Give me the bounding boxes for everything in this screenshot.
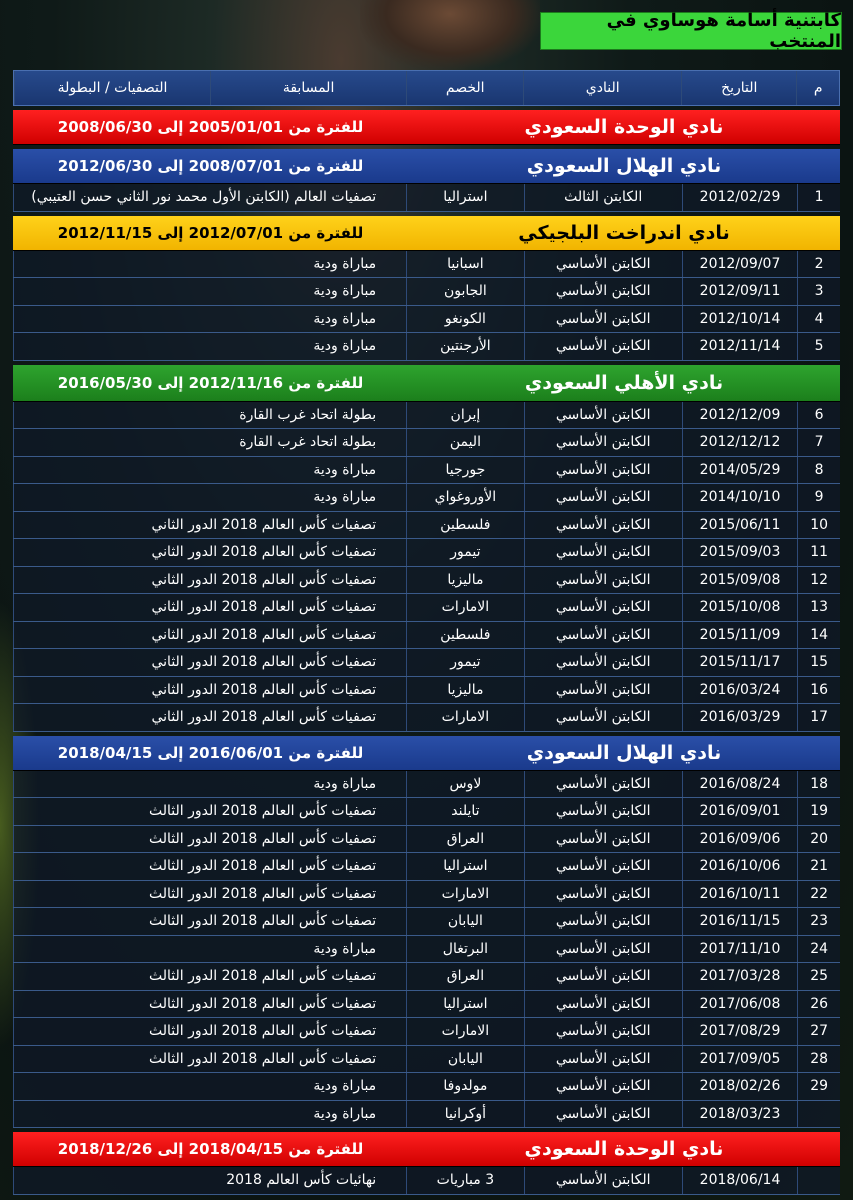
row-competition: مباراة ودية [13,936,406,963]
row-competition: تصفيات كأس العالم 2018 الدور الثاني [13,649,406,676]
row-date: 2017/08/29 [682,1018,797,1045]
row-date: 2012/09/07 [682,251,797,278]
section-club-name: نادي اندراخت البلجيكي [518,221,730,244]
row-competition: مباراة ودية [13,771,406,798]
table-row [13,1167,840,1195]
row-date: 2012/02/29 [682,184,797,211]
row-opponent: لاوس [406,771,523,798]
row-captain-role: الكابتن الأساسي [524,622,682,649]
row-num: 24 [797,936,840,963]
row-num: 27 [797,1018,840,1045]
section-period: للفترة من 2012/11/16 إلى 2016/05/30 [57,373,364,392]
row-competition: تصفيات كأس العالم 2018 الدور الثاني [13,704,406,731]
page-title: كابتنية أسامة هوساوي في المنتخب [540,12,842,50]
row-date: 2014/05/29 [682,457,797,484]
section-header [13,1132,840,1167]
table-row [13,963,840,991]
row-captain-role: الكابتن الأساسي [524,1101,682,1128]
row-num: 13 [797,594,840,621]
row-captain-role: الكابتن الأساسي [524,704,682,731]
row-opponent: الجابون [406,278,523,305]
row-competition: مباراة ودية [13,306,406,333]
row-competition: تصفيات كأس العالم 2018 الدور الثالث [13,853,406,880]
row-opponent: الامارات [406,594,523,621]
row-competition: مباراة ودية [13,457,406,484]
row-num: 9 [797,484,840,511]
row-date: 2015/06/11 [682,512,797,539]
row-date: 2012/12/09 [682,402,797,429]
row-competition: مباراة ودية [13,1073,406,1100]
section-club-name: نادي الهلال السعودي [526,741,722,764]
row-captain-role: الكابتن الأساسي [524,881,682,908]
row-competition: مباراة ودية [13,278,406,305]
table-row [13,677,840,705]
section-period: للفترة من 2012/07/01 إلى 2012/11/15 [57,223,364,242]
header-qualifier: التصفيات / البطولة [14,71,210,105]
row-date: 2015/11/09 [682,622,797,649]
row-date: 2016/10/06 [682,853,797,880]
captaincy-table [13,70,840,1195]
row-num: 1 [797,184,840,211]
row-num: 2 [797,251,840,278]
row-competition: تصفيات كأس العالم 2018 الدور الثالث [13,826,406,853]
section-club-name: نادي الوحدة السعودي [524,1138,724,1160]
row-date: 2016/09/06 [682,826,797,853]
table-row [13,429,840,457]
table-row [13,649,840,677]
section-header [13,365,840,402]
header-competition-group [14,71,406,105]
row-captain-role: الكابتن الأساسي [524,798,682,825]
row-opponent: 3 مباريات [406,1167,523,1194]
row-num: 22 [797,881,840,908]
row-captain-role: الكابتن الأساسي [524,1073,682,1100]
row-captain-role: الكابتن الأساسي [524,306,682,333]
row-date: 2012/10/14 [682,306,797,333]
row-opponent: الأوروغواي [406,484,523,511]
table-row [13,622,840,650]
row-competition: تصفيات كأس العالم 2018 الدور الثالث [13,908,406,935]
row-date: 2016/11/15 [682,908,797,935]
row-opponent: تايلند [406,798,523,825]
row-captain-role: الكابتن الأساسي [524,963,682,990]
row-num: 25 [797,963,840,990]
row-competition: مباراة ودية [13,1101,406,1128]
row-competition: مباراة ودية [13,484,406,511]
section-period: للفترة من 2005/01/01 إلى 2008/06/30 [57,118,364,136]
row-date: 2012/09/11 [682,278,797,305]
row-opponent: البرتغال [406,936,523,963]
section-header [13,149,840,184]
row-opponent: الأرجنتين [406,333,523,360]
row-opponent: اليمن [406,429,523,456]
section-period: للفترة من 2008/07/01 إلى 2012/06/30 [57,157,364,175]
row-captain-role: الكابتن الأساسي [524,826,682,853]
row-opponent: الامارات [406,704,523,731]
table-row [13,594,840,622]
row-competition: تصفيات كأس العالم 2018 الدور الثالث [13,963,406,990]
row-captain-role: الكابتن الأساسي [524,649,682,676]
row-date: 2015/09/03 [682,539,797,566]
table-row [13,908,840,936]
row-num: 17 [797,704,840,731]
row-competition: تصفيات كأس العالم 2018 الدور الثاني [13,622,406,649]
row-date: 2017/03/28 [682,963,797,990]
row-captain-role: الكابتن الأساسي [524,1018,682,1045]
section-period: للفترة من 2016/06/01 إلى 2018/04/15 [57,743,364,762]
row-num: 4 [797,306,840,333]
row-opponent: اليابان [406,1046,523,1073]
table-row [13,1046,840,1074]
row-date: 2016/08/24 [682,771,797,798]
row-competition: بطولة اتحاد غرب القارة [13,429,406,456]
table-row [13,1073,840,1101]
row-num [797,1101,840,1128]
row-competition: تصفيات كأس العالم 2018 الدور الثاني [13,594,406,621]
table-row [13,1101,840,1129]
section-period: للفترة من 2018/04/15 إلى 2018/12/26 [57,1140,364,1158]
row-competition: تصفيات كأس العالم 2018 الدور الثاني [13,539,406,566]
row-date: 2018/03/23 [682,1101,797,1128]
row-num: 3 [797,278,840,305]
row-date: 2014/10/10 [682,484,797,511]
table-row [13,991,840,1019]
row-num: 12 [797,567,840,594]
row-captain-role: الكابتن الأساسي [524,333,682,360]
row-captain-role: الكابتن الأساسي [524,1046,682,1073]
row-date: 2018/06/14 [682,1167,797,1194]
row-num [797,1167,840,1194]
row-opponent: فلسطين [406,512,523,539]
row-captain-role: الكابتن الأساسي [524,539,682,566]
header-club: النادي [523,71,681,105]
table-row [13,512,840,540]
row-competition: تصفيات كأس العالم 2018 الدور الثالث [13,1018,406,1045]
row-competition: نهائيات كأس العالم 2018 [13,1167,406,1194]
row-opponent: اسبانيا [406,251,523,278]
row-competition: تصفيات كأس العالم 2018 الدور الثالث [13,991,406,1018]
row-competition: بطولة اتحاد غرب القارة [13,402,406,429]
row-opponent: الكونغو [406,306,523,333]
row-num: 20 [797,826,840,853]
table-row [13,936,840,964]
row-opponent: استراليا [406,991,523,1018]
row-num: 18 [797,771,840,798]
row-competition: تصفيات العالم (الكابتن الأول محمد نور الثاني حسن العتيبي) [13,184,406,211]
row-competition: تصفيات كأس العالم 2018 الدور الثاني [13,512,406,539]
row-competition: تصفيات كأس العالم 2018 الدور الثاني [13,567,406,594]
row-captain-role: الكابتن الأساسي [524,484,682,511]
row-captain-role: الكابتن الأساسي [524,594,682,621]
table-row [13,826,840,854]
row-captain-role: الكابتن الأساسي [524,567,682,594]
row-num: 23 [797,908,840,935]
row-captain-role: الكابتن الأساسي [524,1167,682,1194]
row-num: 7 [797,429,840,456]
row-opponent: تيمور [406,649,523,676]
row-captain-role: الكابتن الأساسي [524,771,682,798]
table-row [13,771,840,799]
table-row [13,853,840,881]
row-date: 2016/09/01 [682,798,797,825]
row-date: 2015/11/17 [682,649,797,676]
section-club-name: نادي الأهلي السعودي [524,371,724,394]
table-row [13,306,840,334]
row-captain-role: الكابتن الأساسي [524,677,682,704]
row-captain-role: الكابتن الأساسي [524,853,682,880]
row-opponent: جورجيا [406,457,523,484]
row-captain-role: الكابتن الأساسي [524,402,682,429]
row-competition: تصفيات كأس العالم 2018 الدور الثالث [13,1046,406,1073]
row-num: 5 [797,333,840,360]
row-captain-role: الكابتن الأساسي [524,991,682,1018]
row-competition: تصفيات كأس العالم 2018 الدور الثالث [13,798,406,825]
row-num: 8 [797,457,840,484]
row-opponent: الامارات [406,881,523,908]
row-date: 2016/10/11 [682,881,797,908]
section-club-name: نادي الوحدة السعودي [524,116,724,138]
table-row [13,251,840,279]
row-competition: تصفيات كأس العالم 2018 الدور الثالث [13,881,406,908]
section-header [13,736,840,771]
header-date: التاريخ [681,71,796,105]
table-row [13,881,840,909]
row-num: 28 [797,1046,840,1073]
row-opponent: أوكرانيا [406,1101,523,1128]
table-row [13,457,840,485]
row-captain-role: الكابتن الأساسي [524,457,682,484]
table-row [13,539,840,567]
row-captain-role: الكابتن الأساسي [524,429,682,456]
row-num: 21 [797,853,840,880]
table-row [13,567,840,595]
row-opponent: العراق [406,963,523,990]
table-row [13,704,840,732]
table-row [13,798,840,826]
row-opponent: ماليزيا [406,677,523,704]
row-captain-role: الكابتن الأساسي [524,908,682,935]
row-opponent: مولدوفا [406,1073,523,1100]
section-header [13,110,840,145]
table-row [13,278,840,306]
row-captain-role: الكابتن الأساسي [524,936,682,963]
row-captain-role: الكابتن الأساسي [524,512,682,539]
row-opponent: ماليزيا [406,567,523,594]
row-num: 6 [797,402,840,429]
row-date: 2015/10/08 [682,594,797,621]
row-opponent: استراليا [406,184,523,211]
row-date: 2012/11/14 [682,333,797,360]
row-date: 2017/09/05 [682,1046,797,1073]
section-header [13,216,840,251]
row-opponent: تيمور [406,539,523,566]
header-num: م [796,71,839,105]
row-opponent: إيران [406,402,523,429]
row-competition: تصفيات كأس العالم 2018 الدور الثاني [13,677,406,704]
row-num: 11 [797,539,840,566]
row-date: 2017/11/10 [682,936,797,963]
table-row [13,402,840,430]
row-date: 2017/06/08 [682,991,797,1018]
row-opponent: فلسطين [406,622,523,649]
table-row [13,484,840,512]
row-opponent: اليابان [406,908,523,935]
row-num: 16 [797,677,840,704]
row-num: 29 [797,1073,840,1100]
table-row [13,184,840,212]
header-opponent: الخصم [406,71,523,105]
row-date: 2018/02/26 [682,1073,797,1100]
row-date: 2015/09/08 [682,567,797,594]
row-captain-role: الكابتن الثالث [524,184,682,211]
row-date: 2016/03/24 [682,677,797,704]
table-row [13,1018,840,1046]
row-num: 10 [797,512,840,539]
row-competition: مباراة ودية [13,251,406,278]
row-captain-role: الكابتن الأساسي [524,251,682,278]
row-date: 2012/12/12 [682,429,797,456]
row-captain-role: الكابتن الأساسي [524,278,682,305]
table-header [13,70,840,106]
row-date: 2016/03/29 [682,704,797,731]
row-num: 15 [797,649,840,676]
row-opponent: العراق [406,826,523,853]
row-num: 14 [797,622,840,649]
section-club-name: نادي الهلال السعودي [526,155,722,177]
row-opponent: استراليا [406,853,523,880]
header-competition: المسابقة [210,71,406,105]
row-num: 26 [797,991,840,1018]
row-opponent: الامارات [406,1018,523,1045]
row-num: 19 [797,798,840,825]
row-competition: مباراة ودية [13,333,406,360]
table-row [13,333,840,361]
background-player-photo [360,0,540,70]
